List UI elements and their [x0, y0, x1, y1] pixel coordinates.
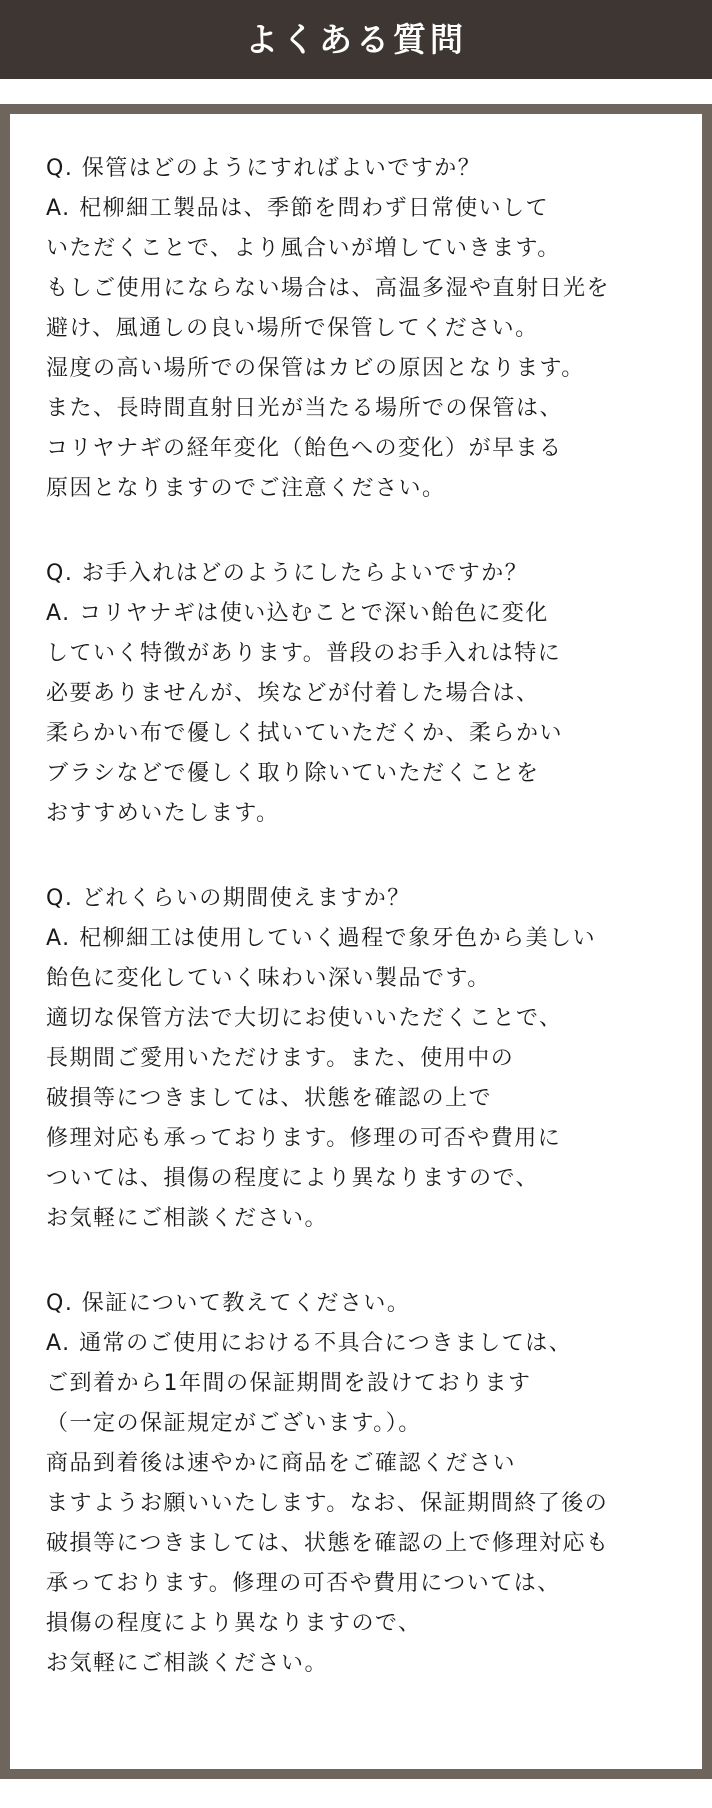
answer-line: A. コリヤナギは使い込むことで深い飴色に変化 — [46, 601, 549, 626]
answer-line: 避け、風通しの良い場所で保管してください。 — [46, 316, 539, 341]
faq-question: Q. お手入れはどのようにしたらよいですか？ — [46, 561, 529, 586]
answer-line: 修理対応も承っております。修理の可否や費用に — [46, 1126, 562, 1151]
faq-question: Q. 保管はどのようにすればよいですか？ — [46, 156, 482, 181]
page-title: よくある質問 — [245, 20, 467, 59]
answer-line: ご到着から1年間の保証期間を設けております — [46, 1371, 532, 1396]
answer-line: 商品到着後は速やかに商品をご確認ください — [46, 1451, 517, 1476]
answer-line: （一定の保証規定がございます。）。 — [46, 1411, 422, 1436]
answer-line: 柔らかい布で優しく拭いていただくか、柔らかい — [46, 721, 564, 746]
faq-panel — [0, 104, 712, 1779]
answer-line: A. 通常のご使用における不具合につきましては、 — [46, 1331, 573, 1356]
answer-line: A. 杞柳細工製品は、季節を問わず日常使いして — [46, 196, 550, 221]
faq-question: Q. どれくらいの期間使えますか？ — [46, 886, 411, 911]
answer-line: 飴色に変化していく味わい深い製品です。 — [46, 966, 491, 991]
faq-answer — [46, 594, 686, 834]
answer-line: 破損等につきましては、状態を確認の上で — [46, 1086, 493, 1111]
answer-line: A. 杞柳細工は使用していく過程で象牙色から美しい — [46, 926, 597, 951]
answer-line: 破損等につきましては、状態を確認の上で修理対応も — [46, 1531, 610, 1556]
answer-line: また、長時間直射日光が当たる場所での保管は、 — [46, 396, 564, 421]
answer-line: コリヤナギの経年変化（飴色への変化）が早まる — [46, 436, 563, 461]
faq-answer — [46, 189, 686, 509]
page-header — [0, 0, 712, 79]
faq-list — [46, 149, 686, 1684]
answer-line: 必要ありませんが、埃などが付着した場合は、 — [46, 681, 540, 706]
faq-item-warranty — [46, 1284, 686, 1684]
faq-item-lifespan — [46, 879, 686, 1239]
answer-line: 湿度の高い場所での保管はカビの原因となります。 — [46, 356, 585, 381]
answer-line: もしご使用にならない場合は、高温多湿や直射日光を — [46, 276, 611, 301]
answer-line: いただくことで、より風合いが増していきます。 — [46, 236, 561, 261]
faq-answer — [46, 919, 686, 1239]
answer-line: 適切な保管方法で大切にお使いいただくことで、 — [46, 1006, 563, 1031]
faq-item-storage — [46, 149, 686, 509]
answer-line: 原因となりますのでご注意ください。 — [46, 476, 446, 501]
faq-item-care — [46, 554, 686, 834]
answer-line: 損傷の程度により異なりますので、 — [46, 1611, 422, 1636]
answer-line: ブラシなどで優しく取り除いていただくことを — [46, 761, 540, 786]
faq-answer — [46, 1324, 686, 1684]
answer-line: お気軽にご相談ください。 — [46, 1206, 329, 1231]
answer-line: ついては、損傷の程度により異なりますので、 — [46, 1166, 540, 1191]
answer-line: 長期間ご愛用いただけます。また、使用中の — [46, 1046, 515, 1071]
faq-question: Q. 保証について教えてください。 — [46, 1291, 411, 1316]
answer-line: おすすめいたします。 — [46, 801, 280, 826]
answer-line: 承っております。修理の可否や費用については、 — [46, 1571, 561, 1596]
answer-line: ますようお願いいたします。なお、保証期間終了後の — [46, 1491, 609, 1516]
answer-line: していく特徴があります。普段のお手入れは特に — [46, 641, 562, 666]
answer-line: お気軽にご相談ください。 — [46, 1651, 329, 1676]
